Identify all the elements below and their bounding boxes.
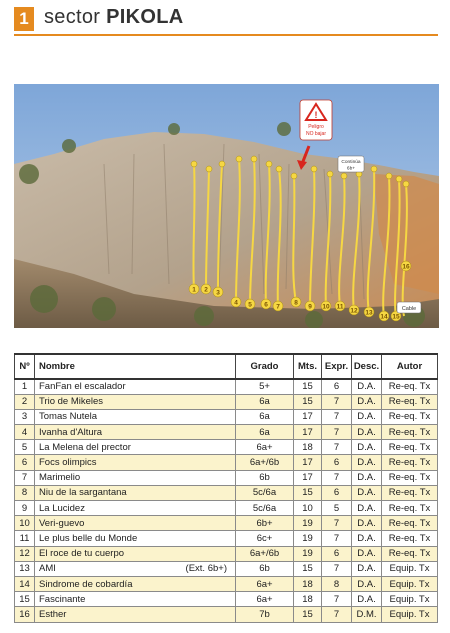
route-marker-11: 11 (336, 303, 344, 311)
table-row (15, 561, 438, 576)
sector-number-badge: 1 (14, 7, 34, 31)
route-grade: 6a+ (236, 440, 294, 455)
route-marker-6: 6 (264, 301, 268, 309)
sector-title (44, 6, 183, 29)
route-author: Equip. Tx (382, 592, 438, 607)
route-grade: 6a+/6b (236, 455, 294, 470)
route-number: 14 (15, 576, 35, 591)
route-quickdraws: 7 (322, 470, 352, 485)
route-number: 1 (15, 379, 35, 394)
route-quickdraws: 5 (322, 501, 352, 516)
route-meters: 17 (294, 409, 322, 424)
route-name-text: Sindrome de cobardía (39, 578, 133, 590)
route-grade: 6a (236, 409, 294, 424)
route-descent: D.A. (352, 455, 382, 470)
route-descent: D.A. (352, 592, 382, 607)
route-author: Re-eq. Tx (382, 501, 438, 516)
route-descent: D.A. (352, 501, 382, 516)
route-number: 9 (15, 501, 35, 516)
route-marker-10: 10 (322, 303, 330, 311)
table-row (15, 409, 438, 424)
route-number: 4 (15, 425, 35, 440)
route-name (35, 531, 236, 546)
route-meters: 15 (294, 379, 322, 394)
table-row (15, 576, 438, 591)
route-quickdraws: 7 (322, 409, 352, 424)
route-meters: 18 (294, 440, 322, 455)
route-meters: 18 (294, 576, 322, 591)
sector-header (0, 0, 450, 38)
route-marker-1: 1 (192, 286, 196, 294)
route-quickdraws: 8 (322, 576, 352, 591)
route-author: Re-eq. Tx (382, 409, 438, 424)
topo-illustration (14, 84, 439, 328)
route-quickdraws: 6 (322, 379, 352, 394)
routes-table (14, 353, 438, 623)
header-quickdraws: Expr. (322, 354, 352, 379)
route-author: Equip. Tx (382, 576, 438, 591)
route-name (35, 561, 236, 576)
cable-label (397, 302, 421, 313)
svg-text:!: ! (314, 110, 318, 120)
route-meters: 15 (294, 561, 322, 576)
route-number: 7 (15, 470, 35, 485)
route-name-text: Veri-guevo (39, 517, 85, 529)
route-marker-3: 3 (216, 289, 220, 297)
route-author: Equip. Tx (382, 561, 438, 576)
route-name (35, 379, 236, 394)
route-descent: D.A. (352, 409, 382, 424)
route-descent: D.A. (352, 470, 382, 485)
table-row (15, 455, 438, 470)
route-descent: D.A. (352, 531, 382, 546)
route-name-text: Marimelio (39, 472, 81, 484)
route-marker-16: 16 (402, 263, 410, 271)
route-name (35, 409, 236, 424)
route-descent: D.M. (352, 607, 382, 622)
route-number: 16 (15, 607, 35, 622)
route-marker-12: 12 (350, 307, 358, 315)
route-marker-2: 2 (204, 286, 208, 294)
table-row (15, 501, 438, 516)
route-descent: D.A. (352, 546, 382, 561)
route-grade: 6a (236, 425, 294, 440)
route-quickdraws: 7 (322, 425, 352, 440)
route-name (35, 455, 236, 470)
route-marker-14: 14 (380, 313, 388, 321)
table-row (15, 531, 438, 546)
route-name (35, 592, 236, 607)
route-descent: D.A. (352, 379, 382, 394)
route-number: 10 (15, 516, 35, 531)
warning-text-2: NO bajar (305, 131, 327, 137)
route-number: 8 (15, 485, 35, 500)
warning-text-1: Peligro (308, 124, 324, 130)
table-row (15, 607, 438, 622)
route-meters: 19 (294, 546, 322, 561)
route-name-text: Focs olimpics (39, 457, 97, 469)
route-quickdraws: 6 (322, 485, 352, 500)
route-grade: 6a+ (236, 576, 294, 591)
table-row (15, 470, 438, 485)
route-quickdraws: 6 (322, 455, 352, 470)
route-descent: D.A. (352, 394, 382, 409)
warning-sign-icon (300, 100, 332, 140)
table-row (15, 394, 438, 409)
table-row (15, 440, 438, 455)
route-name-text: La Melena del prector (39, 441, 131, 453)
route-meters: 10 (294, 501, 322, 516)
route-descent: D.A. (352, 440, 382, 455)
table-row (15, 592, 438, 607)
route-name (35, 546, 236, 561)
route-name-text: Ivanha d'Altura (39, 426, 103, 438)
route-grade: 5+ (236, 379, 294, 394)
route-number: 12 (15, 546, 35, 561)
route-grade: 6b (236, 470, 294, 485)
route-grade: 5c/6a (236, 501, 294, 516)
route-descent: D.A. (352, 576, 382, 591)
table-row (15, 546, 438, 561)
route-name (35, 440, 236, 455)
route-meters: 15 (294, 607, 322, 622)
route-name (35, 501, 236, 516)
route-name-text: El roce de tu cuerpo (39, 548, 125, 560)
route-grade: 6a+/6b (236, 546, 294, 561)
route-number: 13 (15, 561, 35, 576)
route-name (35, 394, 236, 409)
route-meters: 17 (294, 470, 322, 485)
route-name (35, 485, 236, 500)
route-author: Re-eq. Tx (382, 425, 438, 440)
route-author: Re-eq. Tx (382, 485, 438, 500)
route-author: Re-eq. Tx (382, 470, 438, 485)
table-row (15, 485, 438, 500)
route-grade: 6a+ (236, 592, 294, 607)
route-author: Re-eq. Tx (382, 440, 438, 455)
header-grade: Grado (236, 354, 294, 379)
header-author: Autor (382, 354, 438, 379)
route-meters: 15 (294, 485, 322, 500)
sector-name: PIKOLA (106, 6, 184, 28)
route-number: 2 (15, 394, 35, 409)
route-quickdraws: 7 (322, 607, 352, 622)
route-meters: 19 (294, 531, 322, 546)
continue-text-1: Continúa (341, 160, 361, 165)
route-name (35, 607, 236, 622)
route-marker-5: 5 (248, 301, 252, 309)
header-number: Nº (15, 354, 35, 379)
continue-text-2: 6b+ (346, 166, 356, 172)
route-author: Re-eq. Tx (382, 379, 438, 394)
route-meters: 18 (294, 592, 322, 607)
route-marker-13: 13 (365, 309, 373, 317)
route-marker-8: 8 (294, 299, 298, 307)
route-name-text: La Lucidez (39, 502, 85, 514)
route-name-text: Esther (39, 608, 67, 620)
route-number: 3 (15, 409, 35, 424)
route-extension-note: (Ext. 6b+) (185, 562, 227, 574)
route-grade: 6a (236, 394, 294, 409)
table-header-row (15, 354, 438, 379)
route-marker-4: 4 (234, 299, 238, 307)
route-name (35, 576, 236, 591)
route-grade: 7b (236, 607, 294, 622)
route-quickdraws: 7 (322, 394, 352, 409)
route-author: Re-eq. Tx (382, 546, 438, 561)
route-author: Equip. Tx (382, 607, 438, 622)
route-quickdraws: 7 (322, 440, 352, 455)
route-name (35, 516, 236, 531)
route-name-text: FanFan el escalador (39, 381, 126, 393)
route-marker-15: 15 (392, 313, 400, 321)
route-quickdraws: 7 (322, 561, 352, 576)
route-author: Re-eq. Tx (382, 455, 438, 470)
route-author: Re-eq. Tx (382, 531, 438, 546)
route-name (35, 470, 236, 485)
route-descent: D.A. (352, 561, 382, 576)
route-marker-9: 9 (308, 303, 312, 311)
cable-text: Cable (401, 306, 417, 312)
crag-topo-photo (14, 84, 439, 328)
route-quickdraws: 7 (322, 592, 352, 607)
route-name-text: Tomas Nutela (39, 411, 98, 423)
route-grade: 6b+ (236, 516, 294, 531)
route-meters: 19 (294, 516, 322, 531)
table-row (15, 516, 438, 531)
header-meters: Mts. (294, 354, 322, 379)
table-row (15, 379, 438, 394)
route-meters: 17 (294, 425, 322, 440)
header-divider (14, 34, 438, 36)
routes-table-body (15, 379, 438, 622)
route-descent: D.A. (352, 516, 382, 531)
route-marker-7: 7 (276, 303, 280, 311)
route-name-text: Niu de la sargantana (39, 487, 127, 499)
header-name: Nombre (35, 354, 236, 379)
route-quickdraws: 7 (322, 516, 352, 531)
route-author: Re-eq. Tx (382, 516, 438, 531)
route-meters: 15 (294, 394, 322, 409)
route-number: 6 (15, 455, 35, 470)
continue-label (338, 156, 364, 172)
route-grade: 6b (236, 561, 294, 576)
route-author: Re-eq. Tx (382, 394, 438, 409)
route-quickdraws: 7 (322, 531, 352, 546)
route-number: 11 (15, 531, 35, 546)
route-name-text: Le plus belle du Monde (39, 532, 138, 544)
route-quickdraws: 6 (322, 546, 352, 561)
route-number: 5 (15, 440, 35, 455)
sector-prefix: sector (44, 6, 101, 28)
route-grade: 6c+ (236, 531, 294, 546)
route-grade: 5c/6a (236, 485, 294, 500)
route-descent: D.A. (352, 485, 382, 500)
route-name-text: Trio de Mikeles (39, 396, 104, 408)
table-row (15, 425, 438, 440)
route-name-text: AMI (39, 563, 56, 575)
route-name-text: Fascinante (39, 593, 86, 605)
route-number: 15 (15, 592, 35, 607)
route-meters: 17 (294, 455, 322, 470)
route-name (35, 425, 236, 440)
header-descent: Desc. (352, 354, 382, 379)
route-descent: D.A. (352, 425, 382, 440)
